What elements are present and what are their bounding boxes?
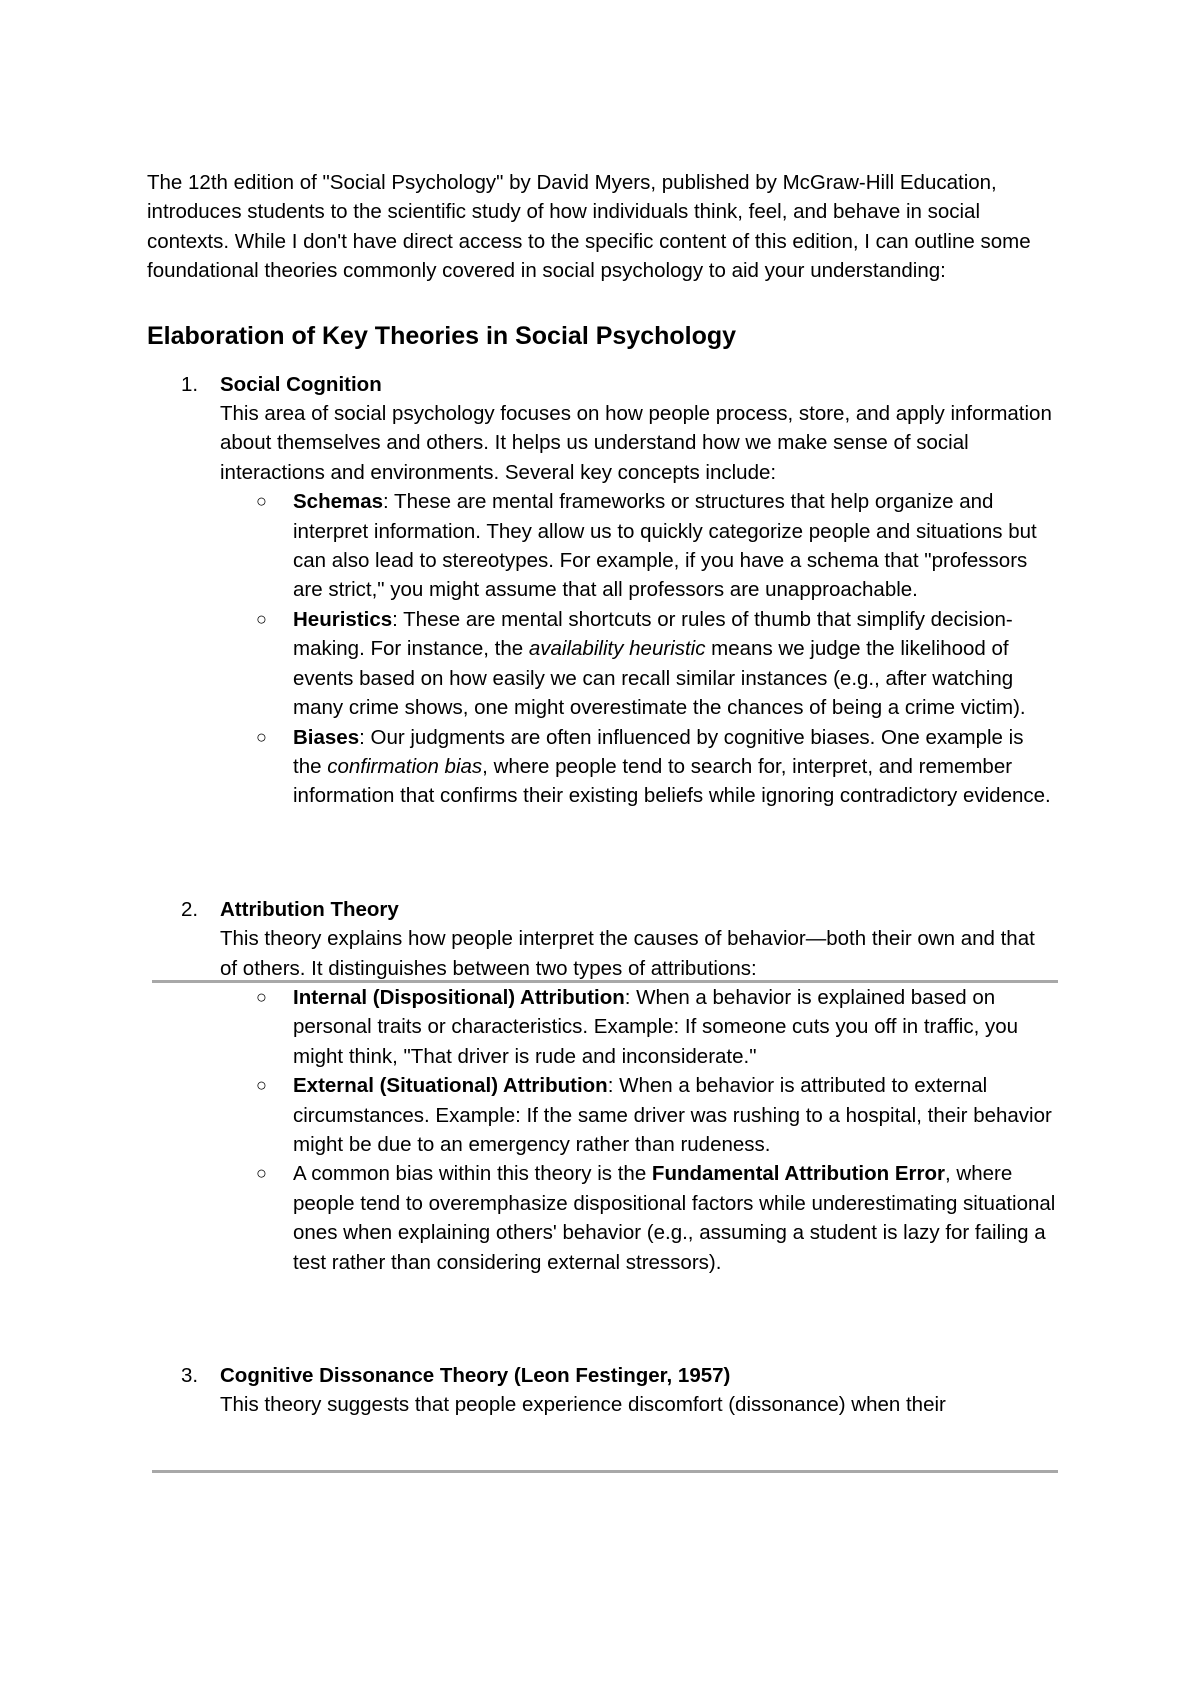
list-item [220,1071,1057,1159]
list-item [220,723,1057,811]
list-item [220,487,1057,605]
section-cognitive-dissonance [147,1361,1057,1420]
horizontal-rule [152,1470,1058,1473]
term-text: : When a behavior is attributed to external circumstances. Example: If the same driver was rushing to a hospital, their behavior might be due to an emergency rather than rudeness. [293,1074,1052,1156]
term: Internal (Dispositional) Attribution [293,985,625,1009]
term-text: : Our judgments are often influenced by cognitive biases. One example is the [293,725,1024,778]
section-social-cognition [147,370,1057,811]
list-item [220,983,1057,1071]
list-number: 3. [181,1364,199,1387]
term-text: : These are mental frameworks or structures that help organize and interpret information. They allow us to quickly categorize people and situations but can also lead to stereotypes. For example, if you have a schema that "professors are strict," you might assume that all professors are unapproachable. [293,490,1037,602]
section-title: Cognitive Dissonance Theory (Leon Festinger, 1957) [220,1364,731,1387]
term-text: , where people tend to search for, interpret, and remember information that confirms their existing beliefs while ignoring contradictory evidence. [293,754,1051,808]
term: Biases [293,725,360,749]
circle-bullet-icon: ○ [256,1075,267,1096]
circle-bullet-icon: ○ [256,1163,267,1184]
section-description: This theory suggests that people experience discomfort (dissonance) when their [220,1393,946,1417]
list-number: 1. [181,372,199,396]
section-heading: Elaboration of Key Theories in Social Psychology [147,321,737,350]
term: External (Situational) Attribution [293,1074,608,1098]
term: Schemas [293,490,384,514]
concept-list [220,487,1057,810]
circle-bullet-icon: ○ [256,608,267,629]
section-description: This area of social psychology focuses on how people process, store, and apply information about themselves and others. It helps us understand how we make sense of social interactions and environments. Several key concepts include: [220,402,1052,484]
emphasis: availability heuristic [528,637,706,661]
intro-paragraph: The 12th edition of "Social Psychology" by David Myers, published by McGraw-Hill Education, introduces students to the scientific study of how individuals think, feel, and behave in social contexts. While I don't have direct access to the specific content of this edition, I can outline some foundational theories commonly covered in social psychology to aid your understanding: [147,171,1031,283]
term-text: , where people tend to overemphasize dispositional factors while underestimating situational ones when explaining others' behavior (e.g., assuming a student is lazy for failing a test rather than considering external stressors). [293,1162,1056,1274]
circle-bullet-icon: ○ [256,491,267,512]
circle-bullet-icon: ○ [256,726,267,747]
section-title: Attribution Theory [220,897,399,921]
section-description: This theory explains how people interpret the causes of behavior—both their own and that of others. It distinguishes between two types of attributions: [220,927,1035,980]
term-text: A common bias within this theory is the [293,1162,652,1186]
section-attribution-theory [147,895,1057,1277]
document-page [147,168,1057,1420]
list-item [220,1159,1057,1277]
attribution-list [220,983,1057,1277]
term-text: : When a behavior is explained based on personal traits or characteristics. Example: If someone cuts you off in traffic, you might think, "That driver is rude and inconsiderate." [293,985,1019,1068]
horizontal-rule [152,980,1058,983]
term-text: means we judge the likelihood of events based on how easily we can recall similar instances (e.g., after watching many crime shows, one might overestimate the chances of being a crime victim). [293,637,1026,720]
term: Fundamental Attribution Error [651,1162,945,1186]
circle-bullet-icon: ○ [256,986,267,1007]
list-number: 2. [181,897,199,921]
list-item [220,605,1057,723]
term: Heuristics [293,607,393,631]
emphasis: confirmation bias [327,754,483,778]
term-text: : These are mental shortcuts or rules of thumb that simplify decision-making. For instance, the [293,607,1013,661]
section-title: Social Cognition [220,372,382,396]
